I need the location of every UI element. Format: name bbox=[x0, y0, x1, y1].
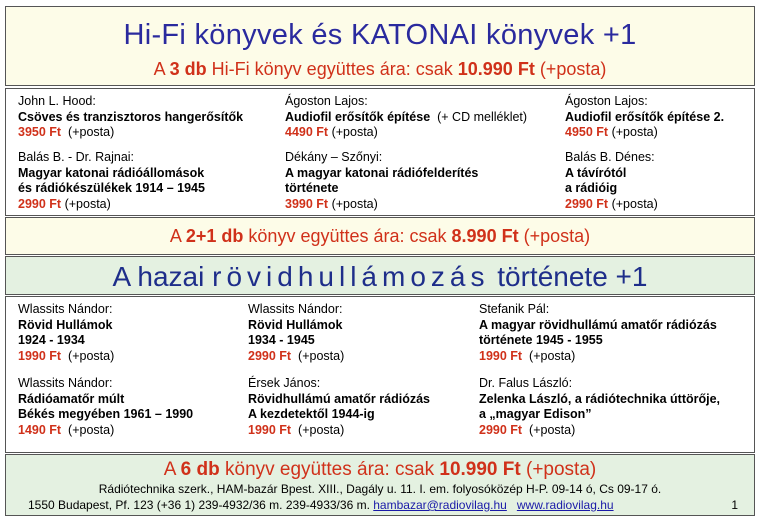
book-item bbox=[479, 302, 717, 364]
email-link[interactable]: hambazar@radiovilag.hu bbox=[373, 498, 507, 512]
book-author: Balás B. Dénes: bbox=[565, 150, 655, 164]
book-title: Rövid Hullámok bbox=[18, 317, 113, 332]
book-author: Dr. Falus László: bbox=[479, 376, 573, 390]
book-price: 3950 Ft bbox=[18, 125, 62, 139]
offer-mid: könyv együttes ára: csak bbox=[219, 459, 440, 480]
book-price: 1490 Ft bbox=[18, 422, 62, 437]
book-author: Stefanik Pál: bbox=[479, 302, 550, 316]
offer-count: 3 db bbox=[169, 59, 207, 79]
footer-address: Rádiótechnika szerk., HAM-bazár Bpest. XIII., Dagály u. 11. I. em. folyosóközép H-P. 09-14 ó, Cs 09-17 ó. bbox=[98, 482, 662, 496]
book-price: 2990 Ft bbox=[248, 348, 292, 363]
offer-mid: Hi-Fi könyv együttes ára: csak bbox=[206, 59, 458, 79]
offer-count: 6 db bbox=[180, 459, 220, 480]
book-item bbox=[18, 94, 243, 141]
book-author: John L. Hood: bbox=[18, 94, 96, 108]
offer-mid: könyv együttes ára: csak bbox=[243, 226, 452, 246]
offer-pre: A bbox=[163, 459, 181, 480]
book-title: Audiofil erősítők építése 2. bbox=[565, 109, 725, 124]
book-postage: (+posta) bbox=[331, 125, 378, 139]
book-title-line2: és rádiókészülékek 1914 – 1945 bbox=[18, 181, 205, 195]
book-title-line2: 1934 - 1945 bbox=[248, 333, 315, 347]
book-title: Rövidhullámú amatőr rádiózás bbox=[248, 391, 430, 406]
offer-price: 8.990 Ft bbox=[451, 226, 519, 246]
book-title-line2: története bbox=[285, 181, 339, 195]
book-postage: (+posta) bbox=[68, 348, 115, 363]
book-author: Dékány – Szőnyi: bbox=[285, 150, 383, 164]
book-item bbox=[248, 302, 344, 364]
book-price: 1990 Ft bbox=[248, 422, 292, 437]
book-postage: (+posta) bbox=[298, 422, 345, 437]
book-author: Wlassits Nándor: bbox=[248, 302, 343, 316]
book-postage: (+posta) bbox=[64, 196, 111, 211]
page-title: Hi-Fi könyvek és KATONAI könyvek +1 bbox=[123, 19, 637, 51]
book-postage: (+posta) bbox=[68, 125, 115, 139]
offer-price: 10.990 Ft bbox=[457, 59, 535, 79]
book-postage: (+posta) bbox=[68, 422, 115, 437]
book-postage: (+posta) bbox=[331, 196, 378, 211]
header-offer bbox=[6, 59, 754, 80]
book-author: Balás B. - Dr. Rajnai: bbox=[18, 150, 135, 164]
book-item bbox=[285, 150, 478, 212]
book-postage: (+posta) bbox=[529, 422, 576, 437]
offer-post: (+posta) bbox=[520, 459, 597, 480]
book-postage: (+posta) bbox=[611, 125, 658, 139]
footer-contact bbox=[28, 498, 614, 512]
book-author: Érsek János: bbox=[248, 376, 321, 390]
mid-offer bbox=[6, 226, 754, 247]
book-title: Rövid Hullámok bbox=[248, 317, 343, 332]
book-postage: (+posta) bbox=[611, 196, 658, 211]
book-item bbox=[285, 94, 527, 141]
book-item bbox=[479, 376, 720, 438]
book-price: 2990 Ft bbox=[18, 196, 62, 211]
book-title: Magyar katonai rádióállomások bbox=[18, 165, 205, 180]
footer-phone: 1550 Budapest, Pf. 123 (+36 1) 239-4932/36 m. 239-4933/36 m. bbox=[28, 498, 374, 512]
book-price: 1990 Ft bbox=[18, 348, 62, 363]
offer-price: 10.990 Ft bbox=[439, 459, 521, 480]
book-grid-2 bbox=[5, 296, 755, 453]
book-postage: (+posta) bbox=[529, 348, 576, 363]
book-title: A magyar katonai rádiófelderítés bbox=[285, 165, 479, 180]
header-band bbox=[5, 6, 755, 86]
website-link[interactable]: www.radiovilag.hu bbox=[516, 498, 614, 512]
book-title-line2: Békés megyében 1961 – 1990 bbox=[18, 407, 194, 421]
book-grid-1 bbox=[5, 88, 755, 216]
offer-count: 2+1 db bbox=[185, 226, 244, 246]
page-number: 1 bbox=[731, 498, 738, 512]
offer-post: (+posta) bbox=[518, 226, 591, 246]
offer-post: (+posta) bbox=[534, 59, 607, 79]
book-title-line2: a „magyar Edison” bbox=[479, 407, 592, 421]
book-item bbox=[248, 376, 430, 438]
section2-title-band bbox=[5, 256, 755, 295]
book-price: 2990 Ft bbox=[479, 422, 523, 437]
book-item bbox=[18, 302, 114, 364]
book-title: Csöves és tranzisztoros hangerősítők bbox=[18, 109, 244, 124]
section2-title-post: története +1 bbox=[489, 261, 648, 292]
section2-title-pre: A hazai bbox=[112, 261, 213, 292]
section2-title-spaced: rövidhullámozás bbox=[212, 261, 490, 292]
book-title-line2: A kezdetektől 1944-ig bbox=[248, 407, 375, 421]
book-title: Rádióamatőr múlt bbox=[18, 391, 125, 406]
mid-offer-band bbox=[5, 217, 755, 255]
book-price: 4950 Ft bbox=[565, 125, 609, 139]
offer-pre: A bbox=[169, 226, 186, 246]
book-author: Ágoston Lajos: bbox=[285, 94, 368, 108]
bottom-offer bbox=[6, 459, 754, 481]
book-title: A távírótól bbox=[565, 165, 627, 180]
book-title: A magyar rövidhullámú amatőr rádiózás bbox=[479, 317, 717, 332]
book-item bbox=[565, 150, 658, 212]
book-title: Zelenka László, a rádiótechnika úttörője, bbox=[479, 391, 721, 406]
book-price: 2990 Ft bbox=[565, 196, 609, 211]
book-title-line2: 1924 - 1934 bbox=[18, 333, 85, 347]
book-author: Wlassits Nándor: bbox=[18, 376, 113, 390]
book-price: 4490 Ft bbox=[285, 125, 329, 139]
book-extra: (+ CD melléklet) bbox=[437, 109, 528, 124]
book-author: Ágoston Lajos: bbox=[565, 94, 648, 108]
book-title: Audiofil erősítők építése bbox=[285, 109, 431, 124]
book-price: 1990 Ft bbox=[479, 348, 523, 363]
section2-title bbox=[6, 261, 754, 293]
book-item bbox=[565, 94, 724, 141]
book-postage: (+posta) bbox=[298, 348, 345, 363]
footer-band bbox=[5, 454, 755, 516]
book-item bbox=[18, 376, 193, 438]
book-price: 3990 Ft bbox=[285, 196, 329, 211]
book-title-line2: története 1945 - 1955 bbox=[479, 333, 603, 347]
book-author: Wlassits Nándor: bbox=[18, 302, 113, 316]
book-title-line2: a rádióig bbox=[565, 181, 618, 195]
offer-pre: A bbox=[153, 59, 170, 79]
book-item bbox=[18, 150, 205, 212]
